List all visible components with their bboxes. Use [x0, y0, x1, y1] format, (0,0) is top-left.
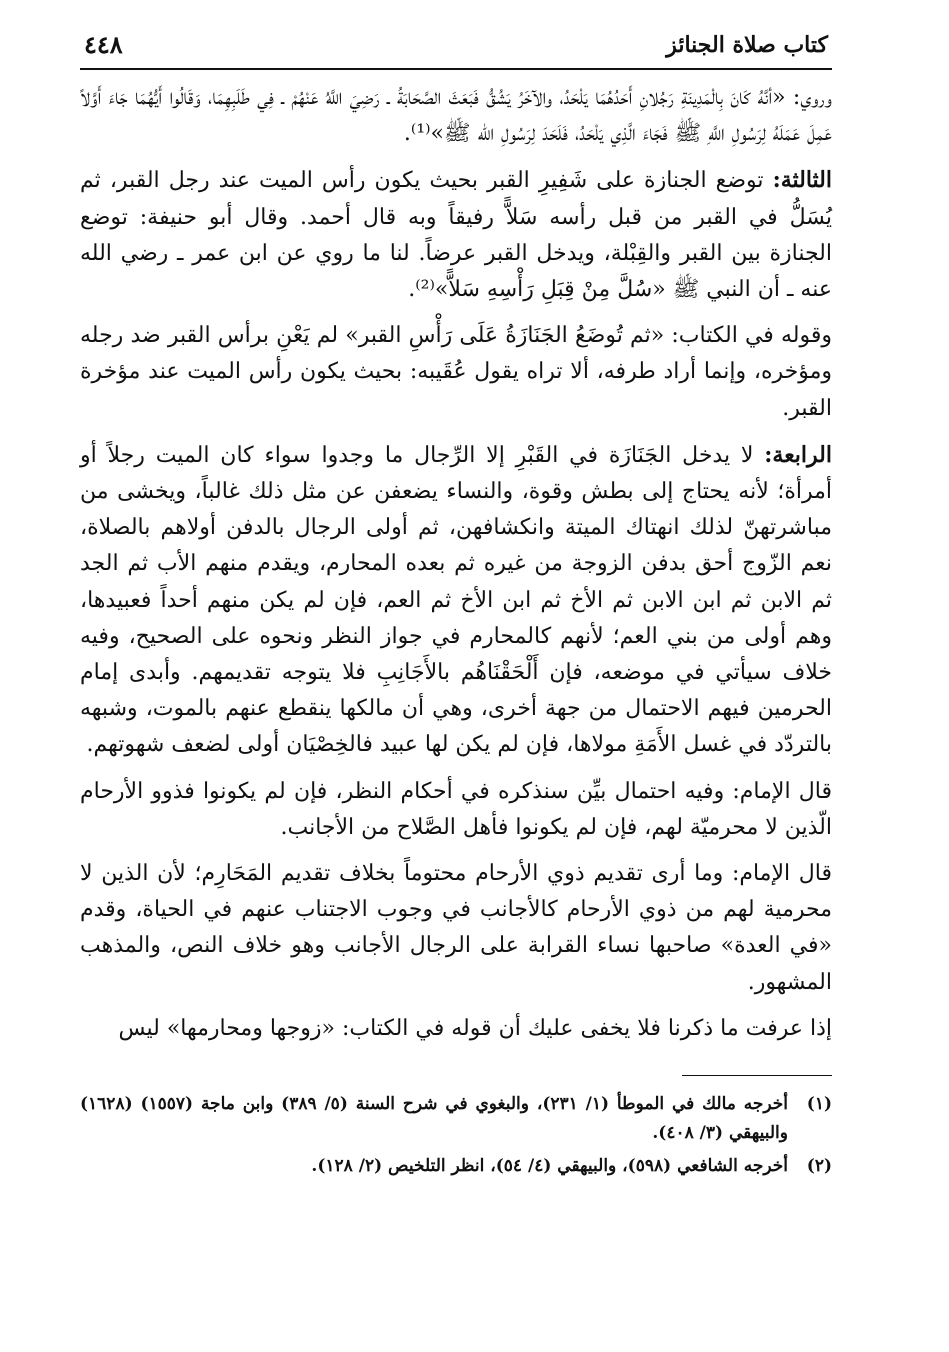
paragraph-text: توضع الجنازة على شَفِيرِ القبر بحيث يكون رأس الميت عند رجل القبر، ثم يُسَلُّ في القبر من قبل رأسه سَلاًّ رفيقاً وبه قال أحمد. وقال أبو حنيفة: توضع الجنازة بين القبر والقِبْلة، ويدخل القبر عرضاً. لنا ما روي عن ابن عمر ـ رضي الله عنه ـ أن النبي ﷺ «سُلَّ مِنْ قِبَلِ رَأْسِهِ سَلاًّ»⁽²⁾. [80, 168, 832, 303]
footnote-number: (١) [806, 1094, 832, 1115]
main-text [80, 80, 832, 1047]
paragraph-lead: الثالثة: [772, 167, 832, 194]
paragraph-text: قال الإمام: وما أرى تقديم ذوي الأرحام محتوماً بخلاف تقديم المَحَارِم؛ لأن الذين لا محرمية لهم من ذوي الأرحام كالأجانب في وجوب الاجتناب عنهم في الحياة، وقدم «في العدة» صاحبها نساء القرابة على الرجال الأجانب وهو خلاف النص، والمذهب المشهور. [80, 861, 832, 995]
footnote-separator [682, 1075, 832, 1076]
paragraph [80, 437, 832, 764]
paragraph-text: وروي: «أنَّهُ كَانَ بِالْمَدِينَةِ رَجُلانِ أَحَدُهُمَا يَلْحَدُ، والآخَرُ يَشُقُّ فَبَعَثَ الصَّحَابَةُ ـ رَضِيَ اللَّهُ عَنْهُمْ ـ فِي طَلَبِهِمَا، وَقَالُوا أَيُّهُمَا جَاءَ أَوَّلاً عَمِلَ عَمَلَهُ لِرَسُولِ اللَّهِ ﷺ فَجَاءَ الَّذِي يَلْحَدُ، فَلَحَدَ لِرَسُولِ الله ﷺ»⁽¹⁾. [80, 85, 832, 147]
paragraph [80, 856, 832, 1001]
footnote [80, 1090, 832, 1148]
footnote [80, 1152, 832, 1181]
footnote-text: أخرجه الشافعي (٥٩٨)، والبيهقي (٤/ ٥٤)، انظر التلخيص (٢/ ١٢٨). [311, 1156, 788, 1177]
paragraph [80, 1011, 832, 1047]
footnote-text: أخرجه مالك في الموطأ (١/ ٢٣١)، والبغوي في شرح السنة (٥/ ٣٨٩) وابن ماجة (١٥٥٧) (١٦٢٨) والبيهقي (٣/ ٤٠٨). [80, 1094, 788, 1144]
paragraph-lead: الرابعة: [764, 441, 832, 468]
paragraph-text: قال الإمام: وفيه احتمال بيِّن سنذكره في أحكام النظر، فإن لم يكونوا فذوو الأرحام الّذين لا محرميّة لهم، فإن لم يكونوا فأهل الصَّلاح من الأجانب. [80, 778, 832, 840]
footnotes [80, 1090, 832, 1181]
paragraph [80, 318, 832, 427]
paragraph [80, 162, 832, 308]
book-page [80, 28, 832, 1185]
paragraph-text: إذا عرفت ما ذكرنا فلا يخفى عليك أن قوله في الكتاب: «زوجها ومحارمها» ليس [118, 1015, 832, 1041]
chapter-title: كتاب صلاة الجنائز [666, 32, 828, 58]
paragraph [80, 80, 832, 152]
running-header [80, 28, 832, 70]
paragraph-text: وقوله في الكتاب: «ثم تُوضَعُ الجَنَازَةُ عَلَى رَأْسِ القبر» لم يَعْنِ برأس القبر ضد رجله ومؤخره، وإنما أراد طرفه، ألا تراه يقول عُقَيبه: بحيث يكون رأس الميت عند مؤخرة القبر. [80, 323, 832, 421]
paragraph-text: لا يدخل الجَنَازَة في القَبْرِ إلا الرِّجال ما وجدوا سواء كان الميت رجلاً أو أمرأة؛ لأنه يحتاج إلى بطش وقوة، والنساء يضعفن عن مثل ذلك غالباً، ويخشى من مباشرتهنّ لذلك انهتاك الميتة وانكشافهن، ثم أولى الرجال بالدفن أولاهم بالصلاة، نعم الزّوج أحق بدفن الزوجة من غيره ثم بعده المحارم، ويقدم منهم الأب ثم الجد ثم الابن ثم ابن الابن ثم الأخ ثم ابن الأخ ثم العم، فإن لم يكن منهم أحداً فعبيدها، وهم أولى من بني العم؛ لأنهم كالمحارم في جواز النظر ونحوه على الصحيح، وفيه خلاف سيأتي في موضعه، فإن أَلْحَقْنَاهُم بالأَجَانِبِ فلا يتوجه تقديمهم. وأبدى إمام الحرمين فيهم الاحتمال من جهة أخرى، وهي أن مالكها ينقطع عنهم بالموت، وشبهه بالتردّد في غسل الأَمَةِ مولاها، فإن لم يكن لها عبيد فالخِصْيَان أولى لضعف شهوتهم. [80, 442, 832, 758]
paragraph [80, 774, 832, 846]
page-number: ٤٤٨ [84, 30, 123, 59]
footnote-number: (٢) [806, 1156, 832, 1177]
